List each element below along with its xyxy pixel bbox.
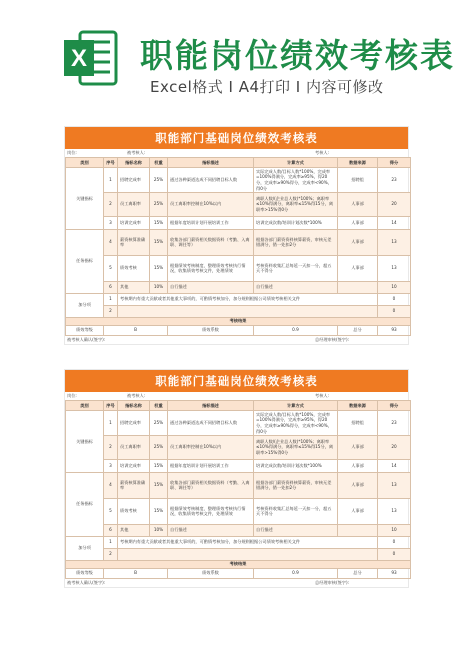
weight-cell: 25% (150, 192, 168, 216)
desc-cell: 收集各部门薪资相关数据资料（考勤、入离职、调任等） (168, 472, 254, 498)
bonus-text-cell: 考核期内有重大贡献或者其他重大事项的，可酌情考核加分，加分规则根据公司绩效考核相关文件 (118, 536, 378, 548)
no-cell: 1 (104, 293, 118, 305)
score-cell: 0 (378, 293, 411, 305)
source-cell: 人事部 (338, 255, 378, 281)
col-header: 得分 (378, 401, 411, 411)
category-cell: 关键指标 (66, 168, 104, 230)
col-header: 序号 (104, 158, 118, 168)
score-cell: 14 (378, 216, 411, 229)
col-header: 计算方式 (254, 401, 338, 411)
result-heading-row (66, 317, 411, 325)
no-cell: 1 (104, 536, 118, 548)
bonus-category-cell: 加分项 (66, 293, 104, 317)
bonus-text-cell (118, 548, 378, 560)
bonus-row (66, 548, 411, 560)
source-cell (338, 524, 378, 536)
score-cell: 13 (378, 229, 411, 255)
weight-cell: 15% (150, 498, 168, 524)
col-header: 权重 (150, 401, 168, 411)
calc-cell: 培训完成次数/培训计划次数*100% (254, 459, 338, 472)
no-cell: 4 (104, 229, 118, 255)
banner-header (0, 0, 474, 112)
col-header: 计算方式 (254, 158, 338, 168)
desc-cell: 自行描述 (168, 524, 254, 536)
calc-cell: 实际完成人数/目标人数*100%，完成率=100%得满分，完成率≥95%，得20分，完成率≥90%得分，完成率<90%，得0分 (254, 168, 338, 193)
score-cell: 20 (378, 192, 411, 216)
name-cell: 招聘完成率 (118, 168, 150, 193)
source-cell: 人事部 (338, 472, 378, 498)
desc-cell: 通过各种渠道达成不同招聘目标人数 (168, 168, 254, 193)
calc-cell: 离职人数/(企业总人数)*100%；离职率≤10%得满分，离职率≤15%得15分，离职率>15%得0分 (254, 192, 338, 216)
kpi-table (65, 157, 411, 336)
no-cell: 3 (104, 459, 118, 472)
desc-cell: 员工离职率控制在10%以内 (168, 192, 254, 216)
score-cell: 0 (378, 305, 411, 317)
weight-cell: 25% (150, 168, 168, 193)
table-row (66, 229, 411, 255)
col-header: 类别 (66, 158, 104, 168)
col-header: 序号 (104, 401, 118, 411)
sheet-preview-1 (64, 126, 409, 345)
result-heading: 考核结果 (66, 560, 411, 568)
sheet-heading: 职能部门基础岗位绩效考核表 (65, 370, 408, 392)
source-cell: 招聘组 (338, 168, 378, 193)
calc-cell: 实际完成人数/目标人数*100%，完成率=100%得满分，完成率≥95%，得20分，完成率≥90%得分，完成率<90%，得0分 (254, 411, 338, 436)
col-header: 指标名称 (118, 401, 150, 411)
score-cell: 13 (378, 498, 411, 524)
category-cell: 任务指标 (66, 472, 104, 536)
score-cell: 14 (378, 459, 411, 472)
total-value: 93 (378, 325, 411, 335)
weight-cell: 15% (150, 459, 168, 472)
table-row (66, 459, 411, 472)
col-header: 指标描述 (168, 401, 254, 411)
bonus-text-cell: 考核期内有重大贡献或者其他重大事项的，可酌情考核加分，加分规则根据公司绩效考核相关文件 (118, 293, 378, 305)
calc-cell: 根据各部门薪资资料核算薪资，审核无差错满分，错一处扣2分 (254, 229, 338, 255)
weight-cell: 25% (150, 435, 168, 459)
source-cell: 人事部 (338, 216, 378, 229)
weight-cell: 15% (150, 229, 168, 255)
name-cell: 薪资核算准确率 (118, 472, 150, 498)
bonus-row (66, 305, 411, 317)
col-header: 得分 (378, 158, 411, 168)
name-cell: 绩效考核 (118, 498, 150, 524)
sheet-meta-row (65, 149, 408, 157)
no-cell: 6 (104, 524, 118, 536)
no-cell: 3 (104, 216, 118, 229)
manager-signature: 总经理审核(签字): (315, 336, 349, 342)
signature-row (65, 336, 408, 344)
name-cell: 薪资核算准确率 (118, 229, 150, 255)
table-row (66, 168, 411, 193)
source-cell: 人事部 (338, 192, 378, 216)
desc-cell: 员工离职率控制在10%以内 (168, 435, 254, 459)
page-subtitle: Excel格式 I A4打印 I 内容可修改 (150, 78, 384, 96)
result-heading: 考核结果 (66, 317, 411, 325)
bonus-text-cell (118, 305, 378, 317)
no-cell: 4 (104, 472, 118, 498)
no-cell: 1 (104, 168, 118, 193)
grade-label: 绩效等级 (66, 568, 104, 578)
calc-cell: 离职人数/(企业总人数)*100%；离职率≤10%得满分，离职率≤15%得15分，离职率>15%得0分 (254, 435, 338, 459)
source-cell: 人事部 (338, 459, 378, 472)
name-cell: 其他 (118, 281, 150, 293)
source-cell (338, 281, 378, 293)
table-row (66, 435, 411, 459)
table-row (66, 498, 411, 524)
grade-value: B (104, 325, 168, 335)
calc-cell: 根据各部门薪资资料核算薪资，审核无差错满分，错一处扣2分 (254, 472, 338, 498)
source-cell: 招聘组 (338, 411, 378, 436)
table-row (66, 192, 411, 216)
manager-signature: 总经理审核(签字): (315, 579, 349, 585)
result-heading-row (66, 560, 411, 568)
desc-cell: 根据年度培训计划开展培训工作 (168, 459, 254, 472)
col-header: 数据来源 (338, 401, 378, 411)
total-label: 总分 (338, 325, 378, 335)
coef-value: 0.9 (254, 568, 338, 578)
meta-assessor: 考核人: (315, 393, 329, 398)
desc-cell: 根据绩效考核制度，整理绩效考核执行情况，收集绩效考核文件，处理绩效 (168, 498, 254, 524)
table-row (66, 524, 411, 536)
bonus-category-cell: 加分项 (66, 536, 104, 560)
source-cell: 人事部 (338, 498, 378, 524)
calc-cell: 自行描述 (254, 524, 338, 536)
no-cell: 5 (104, 255, 118, 281)
weight-cell: 15% (150, 255, 168, 281)
no-cell: 1 (104, 411, 118, 436)
calc-cell: 考核资料收集汇总每延一天扣一分，超五天不得分 (254, 498, 338, 524)
score-cell: 13 (378, 472, 411, 498)
sheet-meta-row (65, 392, 408, 400)
name-cell: 员工离职率 (118, 192, 150, 216)
weight-cell: 25% (150, 411, 168, 436)
name-cell: 招聘完成率 (118, 411, 150, 436)
desc-cell: 自行描述 (168, 281, 254, 293)
meta-assessee: 被考核人: (127, 393, 146, 398)
score-cell: 0 (378, 536, 411, 548)
no-cell: 6 (104, 281, 118, 293)
col-header: 权重 (150, 158, 168, 168)
page-title: 职能岗位绩效考核表 (140, 36, 455, 75)
meta-assessor: 考核人: (315, 150, 329, 155)
table-header-row (66, 158, 411, 168)
score-cell: 13 (378, 255, 411, 281)
score-cell: 20 (378, 435, 411, 459)
result-values-row (66, 325, 411, 335)
assessee-signature: 被考核人确认(签字): (67, 579, 106, 585)
weight-cell: 10% (150, 281, 168, 293)
excel-logo-icon (62, 28, 120, 88)
desc-cell: 通过各种渠道达成不同招聘目标人数 (168, 411, 254, 436)
table-row (66, 472, 411, 498)
table-row (66, 255, 411, 281)
total-value: 93 (378, 568, 411, 578)
coef-label: 绩效系数 (168, 568, 254, 578)
col-header: 数据来源 (338, 158, 378, 168)
desc-cell: 收集各部门薪资相关数据资料（考勤、入离职、调任等） (168, 229, 254, 255)
coef-label: 绩效系数 (168, 325, 254, 335)
meta-position: 岗位: (67, 150, 77, 155)
total-label: 总分 (338, 568, 378, 578)
signature-row (65, 579, 408, 587)
calc-cell: 考核资料收集汇总每延一天扣一分，超五天不得分 (254, 255, 338, 281)
col-header: 类别 (66, 401, 104, 411)
table-row (66, 281, 411, 293)
source-cell: 人事部 (338, 435, 378, 459)
calc-cell: 培训完成次数/培训计划次数*100% (254, 216, 338, 229)
score-cell: 23 (378, 168, 411, 193)
no-cell: 2 (104, 548, 118, 560)
no-cell: 5 (104, 498, 118, 524)
score-cell: 0 (378, 548, 411, 560)
weight-cell: 10% (150, 524, 168, 536)
desc-cell: 根据年度培训计划开展培训工作 (168, 216, 254, 229)
score-cell: 10 (378, 281, 411, 293)
weight-cell: 15% (150, 216, 168, 229)
grade-label: 绩效等级 (66, 325, 104, 335)
desc-cell: 根据绩效考核制度，整理绩效考核执行情况，收集绩效考核文件，处理绩效 (168, 255, 254, 281)
bonus-row (66, 536, 411, 548)
table-row (66, 411, 411, 436)
kpi-table (65, 400, 411, 579)
sheet-heading: 职能部门基础岗位绩效考核表 (65, 127, 408, 149)
category-cell: 关键指标 (66, 411, 104, 473)
category-cell: 任务指标 (66, 229, 104, 293)
score-cell: 10 (378, 524, 411, 536)
bonus-row (66, 293, 411, 305)
name-cell: 绩效考核 (118, 255, 150, 281)
name-cell: 培训完成率 (118, 459, 150, 472)
col-header: 指标描述 (168, 158, 254, 168)
sheet-preview-2 (64, 369, 409, 588)
score-cell: 23 (378, 411, 411, 436)
no-cell: 2 (104, 192, 118, 216)
no-cell: 2 (104, 305, 118, 317)
no-cell: 2 (104, 435, 118, 459)
assessee-signature: 被考核人确认(签字): (67, 336, 106, 342)
table-header-row (66, 401, 411, 411)
name-cell: 员工离职率 (118, 435, 150, 459)
coef-value: 0.9 (254, 325, 338, 335)
calc-cell: 自行描述 (254, 281, 338, 293)
meta-assessee: 被考核人: (127, 150, 146, 155)
name-cell: 其他 (118, 524, 150, 536)
table-row (66, 216, 411, 229)
meta-position: 岗位: (67, 393, 77, 398)
name-cell: 培训完成率 (118, 216, 150, 229)
col-header: 指标名称 (118, 158, 150, 168)
weight-cell: 15% (150, 472, 168, 498)
grade-value: B (104, 568, 168, 578)
result-values-row (66, 568, 411, 578)
logo-letter: X (70, 45, 88, 72)
source-cell: 人事部 (338, 229, 378, 255)
